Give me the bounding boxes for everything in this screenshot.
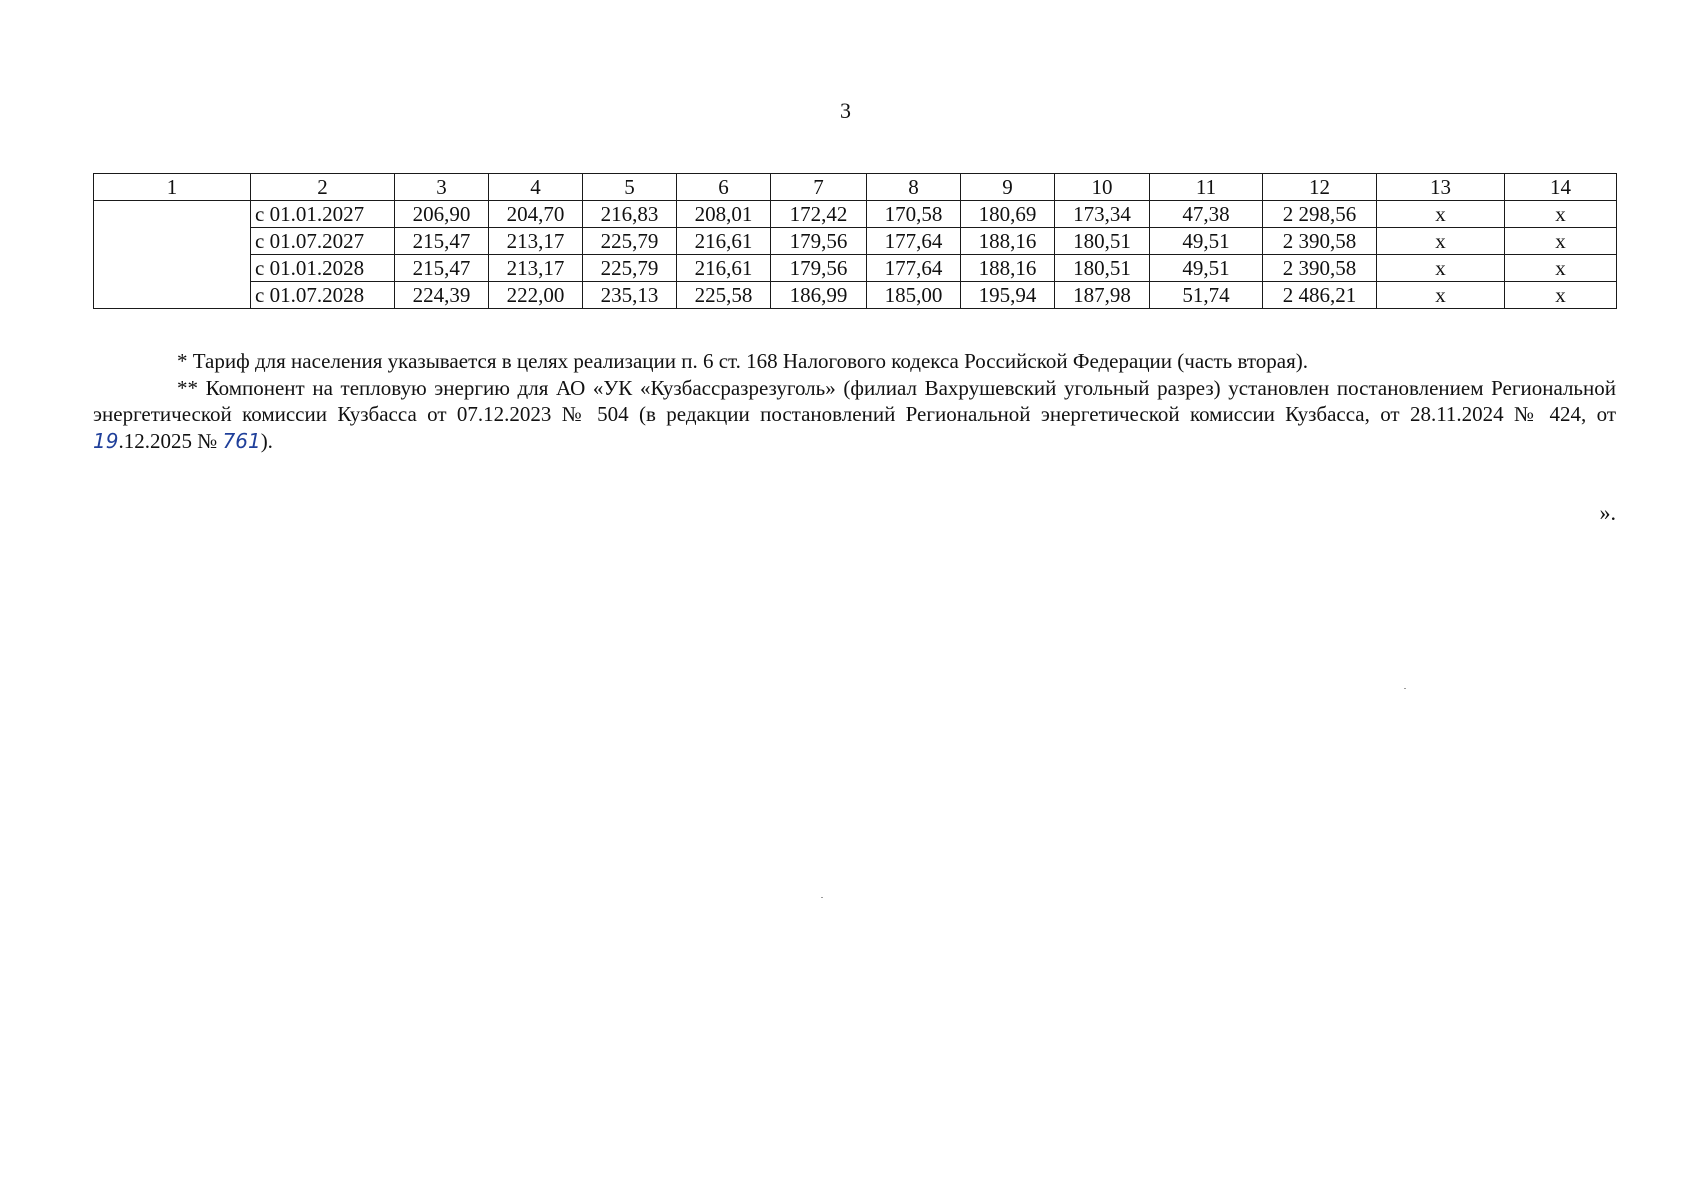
- table-cell: 179,56: [771, 228, 867, 255]
- table-cell: 49,51: [1150, 255, 1263, 282]
- table-cell: 213,17: [489, 228, 583, 255]
- table-cell: 188,16: [961, 228, 1055, 255]
- table-cell: 177,64: [867, 255, 961, 282]
- table-header-row: [94, 174, 1617, 201]
- table-cell: x: [1377, 228, 1505, 255]
- table-cell: 180,51: [1055, 228, 1150, 255]
- footnotes: [93, 348, 1616, 454]
- table-cell: 47,38: [1150, 201, 1263, 228]
- table-cell: x: [1505, 282, 1617, 309]
- table-cell: 173,34: [1055, 201, 1150, 228]
- column-header: 3: [395, 174, 489, 201]
- table-cell: 215,47: [395, 228, 489, 255]
- footnote-date-rest: .12.2025 №: [118, 428, 223, 453]
- handwritten-day: 19: [93, 428, 119, 453]
- period-cell: с 01.01.2027: [251, 201, 395, 228]
- column-header: 8: [867, 174, 961, 201]
- table-cell: 225,79: [583, 228, 677, 255]
- tariff-table: [93, 173, 1617, 309]
- table-cell: x: [1505, 201, 1617, 228]
- footnote-end: ).: [260, 428, 273, 453]
- column-header: 6: [677, 174, 771, 201]
- table-row: [94, 282, 1617, 309]
- table-cell: x: [1377, 201, 1505, 228]
- footnote-population-tariff: * Тариф для населения указывается в целях реализации п. 6 ст. 168 Налогового кодекса Российской Федерации (часть вторая).: [177, 349, 1308, 373]
- period-cell: с 01.01.2028: [251, 255, 395, 282]
- column-header: 12: [1263, 174, 1377, 201]
- table-cell: 180,69: [961, 201, 1055, 228]
- scan-speck: [821, 897, 823, 898]
- column-header: 14: [1505, 174, 1617, 201]
- table-cell: 225,58: [677, 282, 771, 309]
- column-header: 7: [771, 174, 867, 201]
- table-cell: 204,70: [489, 201, 583, 228]
- table-cell: 224,39: [395, 282, 489, 309]
- table-cell: 2 390,58: [1263, 255, 1377, 282]
- footnote-heat-text: ** Компонент на тепловую энергию для АО «УК «Кузбассразрезуголь» (филиал Вахрушевский угольный разрез) установлен постановлением Региональной энергетической комиссии Кузбасса от 07.12.2023 № 504 (в редакции постановлений Региональной энергетической комиссии Кузбасса, от 28.11.2024 № 424, от: [93, 375, 1616, 426]
- page-number: 3: [840, 98, 851, 123]
- table-cell: 187,98: [1055, 282, 1150, 309]
- handwritten-number: 761: [222, 428, 261, 453]
- period-cell: с 01.07.2027: [251, 228, 395, 255]
- table-cell: 208,01: [677, 201, 771, 228]
- table-row: [94, 255, 1617, 282]
- table-cell: 2 486,21: [1263, 282, 1377, 309]
- column-header: 11: [1150, 174, 1263, 201]
- table-cell: 216,61: [677, 255, 771, 282]
- table-row: [94, 201, 1617, 228]
- table-cell: x: [1505, 228, 1617, 255]
- table-cell: 235,13: [583, 282, 677, 309]
- table-cell: 49,51: [1150, 228, 1263, 255]
- table-cell: 2 298,56: [1263, 201, 1377, 228]
- footnote-heat-component: [93, 375, 1616, 455]
- table-cell: 186,99: [771, 282, 867, 309]
- table-cell: 172,42: [771, 201, 867, 228]
- table-cell: 185,00: [867, 282, 961, 309]
- table-cell: 216,61: [677, 228, 771, 255]
- column-header: 13: [1377, 174, 1505, 201]
- table-cell: x: [1377, 255, 1505, 282]
- table-cell: 225,79: [583, 255, 677, 282]
- table-cell: 188,16: [961, 255, 1055, 282]
- table-cell: 216,83: [583, 201, 677, 228]
- closing-quote-mark: ».: [1599, 500, 1616, 525]
- table-cell: 179,56: [771, 255, 867, 282]
- table-cell: 215,47: [395, 255, 489, 282]
- table-cell: 206,90: [395, 201, 489, 228]
- column-header: 9: [961, 174, 1055, 201]
- period-cell: с 01.07.2028: [251, 282, 395, 309]
- column-header: 2: [251, 174, 395, 201]
- table-cell: 195,94: [961, 282, 1055, 309]
- table-cell: 51,74: [1150, 282, 1263, 309]
- table-cell: 2 390,58: [1263, 228, 1377, 255]
- table-row: [94, 228, 1617, 255]
- column-header: 10: [1055, 174, 1150, 201]
- merged-empty-cell: [94, 201, 251, 309]
- table-header: [94, 174, 1617, 201]
- table-cell: 222,00: [489, 282, 583, 309]
- table-body: [94, 201, 1617, 309]
- table-cell: 180,51: [1055, 255, 1150, 282]
- table-cell: x: [1505, 255, 1617, 282]
- column-header: 1: [94, 174, 251, 201]
- table-cell: x: [1377, 282, 1505, 309]
- table-cell: 177,64: [867, 228, 961, 255]
- column-header: 4: [489, 174, 583, 201]
- table-cell: 170,58: [867, 201, 961, 228]
- column-header: 5: [583, 174, 677, 201]
- scan-speck: [1404, 688, 1406, 689]
- table-cell: 213,17: [489, 255, 583, 282]
